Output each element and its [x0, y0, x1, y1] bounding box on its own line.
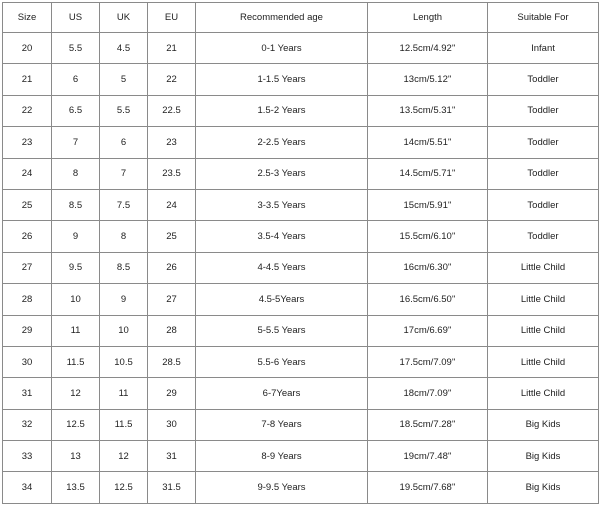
- header-uk: UK: [100, 3, 148, 33]
- table-row: [3, 252, 599, 283]
- table-row: [3, 158, 599, 189]
- table-row: [3, 95, 599, 126]
- cell-length: 18cm/7.09'': [368, 378, 488, 409]
- cell-size: 23: [3, 127, 52, 158]
- cell-recommended-age: 2.5-3 Years: [196, 158, 368, 189]
- cell-suitable-for: Toddler: [488, 221, 599, 252]
- cell-size: 27: [3, 252, 52, 283]
- cell-us: 8.5: [52, 189, 100, 220]
- cell-size: 26: [3, 221, 52, 252]
- cell-us: 6: [52, 64, 100, 95]
- cell-recommended-age: 1-1.5 Years: [196, 64, 368, 95]
- cell-eu: 22: [148, 64, 196, 95]
- cell-us: 9.5: [52, 252, 100, 283]
- cell-recommended-age: 3-3.5 Years: [196, 189, 368, 220]
- cell-uk: 5.5: [100, 95, 148, 126]
- cell-recommended-age: 3.5-4 Years: [196, 221, 368, 252]
- cell-us: 12: [52, 378, 100, 409]
- header-row: [3, 3, 599, 33]
- table-row: [3, 221, 599, 252]
- cell-eu: 28: [148, 315, 196, 346]
- header-size: Size: [3, 3, 52, 33]
- table-row: [3, 378, 599, 409]
- header-recommended-age: Recommended age: [196, 3, 368, 33]
- cell-recommended-age: 9-9.5 Years: [196, 472, 368, 504]
- table-row: [3, 472, 599, 504]
- cell-length: 15cm/5.91'': [368, 189, 488, 220]
- cell-us: 11.5: [52, 346, 100, 377]
- cell-length: 14cm/5.51'': [368, 127, 488, 158]
- cell-uk: 9: [100, 284, 148, 315]
- table-row: [3, 441, 599, 472]
- cell-suitable-for: Little Child: [488, 346, 599, 377]
- cell-suitable-for: Infant: [488, 33, 599, 64]
- table-row: [3, 315, 599, 346]
- cell-eu: 30: [148, 409, 196, 440]
- cell-size: 31: [3, 378, 52, 409]
- cell-uk: 5: [100, 64, 148, 95]
- cell-suitable-for: Big Kids: [488, 441, 599, 472]
- cell-eu: 24: [148, 189, 196, 220]
- cell-suitable-for: Big Kids: [488, 409, 599, 440]
- cell-eu: 22.5: [148, 95, 196, 126]
- cell-length: 16cm/6.30'': [368, 252, 488, 283]
- cell-size: 25: [3, 189, 52, 220]
- table-row: [3, 127, 599, 158]
- cell-recommended-age: 4.5-5Years: [196, 284, 368, 315]
- table-row: [3, 284, 599, 315]
- cell-uk: 11.5: [100, 409, 148, 440]
- cell-recommended-age: 0-1 Years: [196, 33, 368, 64]
- cell-eu: 26: [148, 252, 196, 283]
- cell-us: 13.5: [52, 472, 100, 504]
- header-suitable-for: Suitable For: [488, 3, 599, 33]
- cell-suitable-for: Toddler: [488, 64, 599, 95]
- cell-recommended-age: 6-7Years: [196, 378, 368, 409]
- cell-eu: 23: [148, 127, 196, 158]
- header-length: Length: [368, 3, 488, 33]
- cell-us: 12.5: [52, 409, 100, 440]
- cell-length: 17cm/6.69'': [368, 315, 488, 346]
- cell-suitable-for: Little Child: [488, 284, 599, 315]
- cell-uk: 10: [100, 315, 148, 346]
- cell-uk: 12: [100, 441, 148, 472]
- cell-size: 30: [3, 346, 52, 377]
- cell-us: 5.5: [52, 33, 100, 64]
- cell-us: 7: [52, 127, 100, 158]
- cell-length: 13cm/5.12'': [368, 64, 488, 95]
- cell-suitable-for: Little Child: [488, 252, 599, 283]
- cell-recommended-age: 5.5-6 Years: [196, 346, 368, 377]
- cell-suitable-for: Toddler: [488, 127, 599, 158]
- table-row: [3, 409, 599, 440]
- cell-us: 11: [52, 315, 100, 346]
- cell-eu: 31: [148, 441, 196, 472]
- cell-size: 33: [3, 441, 52, 472]
- cell-recommended-age: 7-8 Years: [196, 409, 368, 440]
- cell-us: 6.5: [52, 95, 100, 126]
- cell-length: 15.5cm/6.10'': [368, 221, 488, 252]
- cell-recommended-age: 5-5.5 Years: [196, 315, 368, 346]
- cell-us: 8: [52, 158, 100, 189]
- cell-uk: 8.5: [100, 252, 148, 283]
- cell-uk: 7: [100, 158, 148, 189]
- header-us: US: [52, 3, 100, 33]
- cell-uk: 7.5: [100, 189, 148, 220]
- cell-size: 22: [3, 95, 52, 126]
- table-row: [3, 33, 599, 64]
- cell-suitable-for: Toddler: [488, 189, 599, 220]
- size-chart-table: [2, 2, 599, 504]
- cell-eu: 23.5: [148, 158, 196, 189]
- table-row: [3, 64, 599, 95]
- table-row: [3, 189, 599, 220]
- cell-recommended-age: 1.5-2 Years: [196, 95, 368, 126]
- cell-length: 12.5cm/4.92'': [368, 33, 488, 64]
- cell-size: 28: [3, 284, 52, 315]
- cell-length: 18.5cm/7.28'': [368, 409, 488, 440]
- cell-suitable-for: Toddler: [488, 95, 599, 126]
- cell-length: 19cm/7.48'': [368, 441, 488, 472]
- cell-eu: 29: [148, 378, 196, 409]
- table-row: [3, 346, 599, 377]
- cell-size: 34: [3, 472, 52, 504]
- cell-suitable-for: Little Child: [488, 378, 599, 409]
- cell-uk: 11: [100, 378, 148, 409]
- cell-recommended-age: 2-2.5 Years: [196, 127, 368, 158]
- cell-length: 14.5cm/5.71'': [368, 158, 488, 189]
- cell-eu: 25: [148, 221, 196, 252]
- cell-recommended-age: 4-4.5 Years: [196, 252, 368, 283]
- cell-length: 19.5cm/7.68'': [368, 472, 488, 504]
- cell-size: 20: [3, 33, 52, 64]
- cell-uk: 12.5: [100, 472, 148, 504]
- cell-uk: 6: [100, 127, 148, 158]
- cell-uk: 8: [100, 221, 148, 252]
- cell-length: 13.5cm/5.31'': [368, 95, 488, 126]
- cell-uk: 10.5: [100, 346, 148, 377]
- cell-eu: 28.5: [148, 346, 196, 377]
- cell-suitable-for: Toddler: [488, 158, 599, 189]
- cell-size: 32: [3, 409, 52, 440]
- cell-eu: 27: [148, 284, 196, 315]
- cell-length: 16.5cm/6.50'': [368, 284, 488, 315]
- header-eu: EU: [148, 3, 196, 33]
- size-chart-body: [3, 33, 599, 504]
- cell-uk: 4.5: [100, 33, 148, 64]
- cell-eu: 31.5: [148, 472, 196, 504]
- cell-suitable-for: Little Child: [488, 315, 599, 346]
- cell-length: 17.5cm/7.09'': [368, 346, 488, 377]
- cell-size: 24: [3, 158, 52, 189]
- cell-suitable-for: Big Kids: [488, 472, 599, 504]
- cell-size: 29: [3, 315, 52, 346]
- cell-us: 13: [52, 441, 100, 472]
- cell-recommended-age: 8-9 Years: [196, 441, 368, 472]
- cell-us: 10: [52, 284, 100, 315]
- cell-size: 21: [3, 64, 52, 95]
- cell-us: 9: [52, 221, 100, 252]
- cell-eu: 21: [148, 33, 196, 64]
